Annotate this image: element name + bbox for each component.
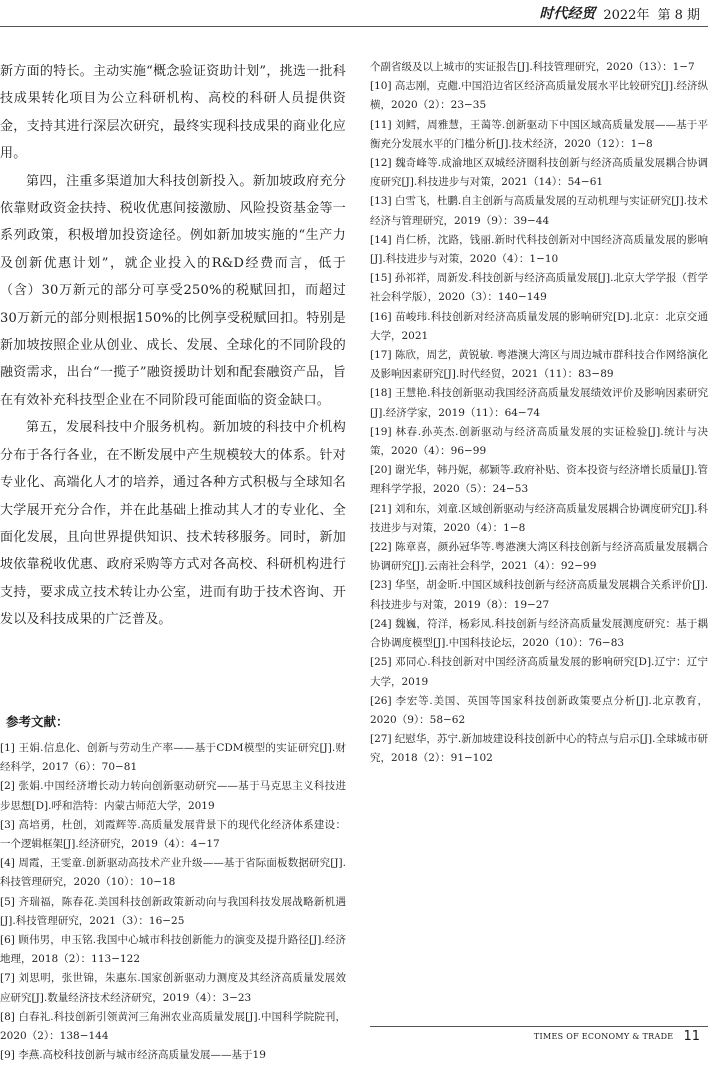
reference-item: [9] 李燕.高校科技创新与城市经济高质量发展——基于19 [0,1049,266,1062]
references-list-right [370,58,708,769]
reference-item: [5] 齐瑞福，陈春花.美国科技创新政策新动向与我国科技发展战略新机遇[J].科技管理研究，2021（3）：16−25 [0,895,346,927]
reference-item: [21] 刘和东，刘童.区域创新驱动与经济高质量发展耦合协调度研究[J].科技进步与对策，2020（4）：1−8 [370,502,708,534]
reference-item: [10] 高志刚，克甝.中国沿边省区经济高质量发展水平比较研究[J].经济纵横，2020（2）：23−35 [370,80,708,112]
reference-item: [20] 谢光华，韩丹妮，郝颖等.政府补贴、资本投资与经济增长质量[J].管理科学学报，2020（5）：24−53 [370,464,708,496]
page-header [539,0,700,26]
journal-english-name: TIMES OF ECONOMY & TRADE [533,1032,674,1041]
reference-item: [1] 王娟.信息化、创新与劳动生产率——基于CDM模型的实证研究[J].财经科学，2017（6）：70−81 [0,742,346,774]
issue-year: 2022年 [603,7,650,23]
header-rule [0,26,708,27]
reference-item: [18] 王慧艳.科技创新驱动我国经济高质量发展绩效评价及影响因素研究[J].经济学家，2019（11）：64−74 [370,387,708,419]
reference-item: [16] 苗峻玮.科技创新对经济高质量发展的影响研究[D].北京：北京交通大学，2021 [370,310,708,342]
reference-item: 个副省级及以上城市的实证报告[J].科技管理研究，2020（13）：1−7 [370,61,695,73]
reference-item: [26] 李宏等.美国、英国等国家科技创新政策要点分析[J].北京教育，2020（9）：58−62 [370,694,708,726]
reference-item: [24] 魏巍，符洋，杨彩凤.科技创新与经济高质量发展测度研究：基于耦合协调度模型[J].中国科技论坛，2020（10）：76−83 [370,617,708,650]
page-number: 11 [683,1029,700,1044]
reference-item: [14] 肖仁桥，沈路，钱丽.新时代科技创新对中国经济高质量发展的影响[J].科技进步与对策，2020（4）：1−10 [370,233,708,266]
magazine-name: 时代经贸 [539,6,596,22]
page-footer [534,1029,700,1044]
issue-number: 第 8 期 [657,7,700,23]
reference-item: [25] 邓同心.科技创新对中国经济高质量发展的影响研究[D].辽宁：辽宁大学，2019 [370,656,708,688]
reference-item: [6] 顾伟男，申玉铭.我国中心城市科技创新能力的演变及提升路径[J].经济地理，2018（2）：113−122 [0,934,346,966]
body-paragraph: 新方面的特长。主动实施“概念验证资助计划”，挑选一批科技成果转化项目为公立科研机构、高校的科研人员提供资金，支持其进行深层次研究，最终实现科技成果的商业化应用。 [0,64,346,162]
footer-rule [370,1026,708,1027]
body-column [0,58,346,634]
body-paragraph: 第五，发展科技中介服务机构。新加坡的科技中介机构分布于各行各业，在不断发展中产生规模较大的体系。针对专业化、高端化人才的培养，通过各种方式积极与全球知名大学展开充分合作，并在此基础上推动其人才的专业化、全面化发展，且向世界提供知识、技术转移服务。同时，新加坡依靠税收优惠、政府采购等方式对各高校、科研机构进行支持，要求成立技术转让办公室，进而有助于技术咨询、开发以及科技成果的广泛普及。 [0,420,346,628]
reference-item: [12] 魏奇峰等.成渝地区双城经济圈科技创新与经济高质量发展耦合协调度研究[J].科技进步与对策，2021（14）：54−61 [370,157,708,189]
reference-item: [8] 白春礼.科技创新引领黄河三角洲农业高质量发展[J].中国科学院院刊，2020（2）：138−144 [0,1010,346,1043]
reference-item: [23] 华坚，胡金昕.中国区域科技创新与经济高质量发展耦合关系评价[J].科技进步与对策，2019（8）：19−27 [370,579,708,611]
body-paragraph: 第四，注重多渠道加大科技创新投入。新加坡政府充分依靠财政资金扶持、税收优惠间接激励、风险投资基金等一系列政策，积极增加投资途径。例如新加坡实施的“生产力及创新优惠计划”，就企业投入的R&D经费而言，低于（含）30万新元的部分可享受250%的税赋回扣，而超过30万新元的部分则根据150%的比例享受税赋回扣。特别是新加坡按照企业从创业、成长、发展、全球化的不同阶段的融资需求，出台“一揽子”融资援助计划和配套融资产品，旨在有效补充科技型企业在不同阶段可能面临的资金缺口。 [0,173,346,408]
reference-item: [2] 张娟.中国经济增长动力转向创新驱动研究——基于马克思主义科技进步思想[D].呼和浩特：内蒙古师范大学，2019 [0,780,346,812]
reference-item: [15] 孙祁祥，周新发.科技创新与经济高质量发展[J].北京大学学报（哲学社会科学版），2020（3）：140−149 [370,272,708,304]
reference-item: [7] 刘思明，张世锦，朱惠东.国家创新驱动力测度及其经济高质量发展效应研究[J].数量经济技术经济研究，2019（4）：3−23 [0,972,346,1004]
reference-item: [22] 陈章喜，颜孙冠华等.粤港澳大湾区科技创新与经济高质量发展耦合协调研究[J].云南社会科学，2021（4）：92−99 [370,541,708,573]
reference-item: [11] 刘鳕，周雅慧，王蔼等.创新驱动下中国区域高质量发展——基于平衡充分发展水平的门槛分析[J].技术经济，2020（12）：1−8 [370,118,708,150]
references-heading: 参考文献： [6,714,69,729]
reference-item: [27] 纪慰华，苏宁.新加坡建设科技创新中心的特点与启示[J].全球城市研究，2018（2）：91−102 [370,733,708,765]
reference-item: [19] 林春.孙英杰.创新驱动与经济高质量发展的实证检验[J].统计与决策，2020（4）：96−99 [370,425,708,458]
reference-item: [3] 高培勇，杜创，刘霞辉等.高质量发展背景下的现代化经济体系建设：一个逻辑框架[J].经济研究，2019（4）：4−17 [0,818,346,851]
reference-item: [17] 陈欣，周艺，黄锐敏. 粤港澳大湾区与周边城市群科技合作网络演化及影响因素研究[J].时代经贸，2021（11）：83−89 [370,349,708,381]
reference-item: [4] 周霞，王雯童.创新驱动高技术产业升级——基于省际面板数据研究[J].科技管理研究，2020（10）：10−18 [0,857,346,889]
references-list-left [0,739,346,1065]
reference-item: [13] 白雪飞，杜鹏.自主创新与高质量发展的互动机理与实证研究[J].技术经济与管理研究，2019（9）：39−44 [370,195,708,227]
